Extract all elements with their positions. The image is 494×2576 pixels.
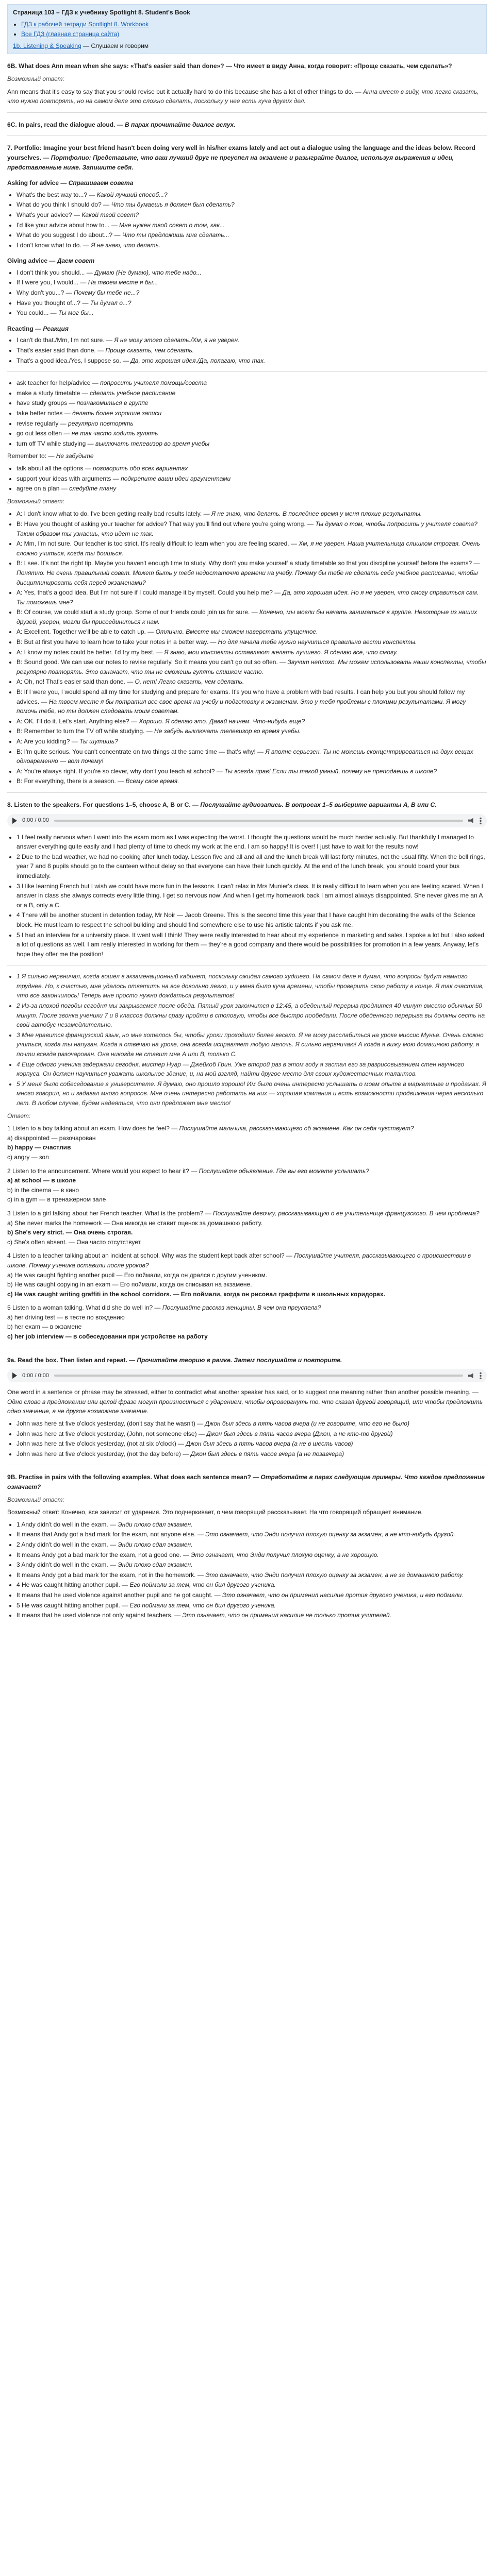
idea-en: revise regularly — [17, 419, 59, 427]
breadcrumb-text: — Слушаем и говорим — [83, 42, 149, 49]
line-ru: — Конечно, мы могли бы начать заниматься в группе. Некоторые из наших друзей, уверен, могли бы присоединиться к нам. — [17, 608, 477, 625]
related-link-item — [21, 20, 481, 29]
dialogue-line — [17, 648, 487, 657]
question-text: 2 Listen to the announcement. Where would you expect to hear it? — [7, 1167, 189, 1175]
item-ru: — Энди плохо сдал экзамен. — [110, 1520, 193, 1528]
remember-list — [17, 464, 487, 494]
list-item — [17, 1520, 487, 1530]
remember-ru: — поговорить обо всех вариантах — [85, 464, 188, 472]
phrase-ru: — Я не могу этого сделать./Хм, я не уверен. — [106, 336, 240, 344]
item-ru: — Это означает, что Энди получил плохую оценку за экзамен, а не кто-нибудь другой. — [197, 1531, 455, 1538]
phrase-en: Have you thought of...? — [17, 299, 81, 307]
volume-icon[interactable] — [468, 1373, 474, 1378]
answer-label: Ответ: — [7, 1112, 31, 1120]
task-9b-heading — [7, 1472, 487, 1492]
phrase-ru: — Что ты предложишь мне сделать... — [114, 231, 229, 239]
task-6b-answer-en: Ann means that it's easy to say that you should revise but it actually hard to do this because she has a lot of other things to do. — [7, 88, 354, 95]
dialogue-line — [17, 747, 487, 766]
line-ru: — Понятно. Не очень правильный совет. Может быть у тебя недостаточно времени на учебу. Почему бы тебе не сделать себе учебное расписание, чтобы дисциплинировать себя перед экзаменами? — [17, 560, 480, 586]
phrase-ru: — Думаю (Не думаю), что тебе надо... — [86, 268, 202, 276]
audio-time: 0:00 / 0:00 — [22, 1372, 49, 1379]
giving-title-en: Giving advice — [7, 257, 48, 265]
line-ru: — Хорошо. Я сделаю это. Давай начнем. Что-нибудь еще? — [131, 717, 305, 725]
line-ru: — Я не знаю, что делать. В последнее время у меня плохие результаты. — [203, 510, 422, 518]
transcript-item: • 4 There will be another student in detention today, Mr Noir — Jacob Greene. This is the second time this year that I have caught him decorating the walls of the Science block. He must learn to respect the school building and should find somewhere else to use his artistic talents if you ask me. — [17, 910, 487, 929]
task-7-heading-ru: — Портфолио: Представьте, что ваш лучший друг не преуспел на экзамене и разыграйте диалог, используя выражения и идеи, представленные ниже. Запишите себя. — [7, 154, 454, 171]
example-en: John was here at five o'clock yesterday, (John, not someone else) — [17, 1430, 197, 1437]
play-icon[interactable] — [12, 818, 17, 824]
line-en: B: I see. It's not the right tip. Maybe you haven't enough time to study. Why don't you make yourself a study timetable so that you discipline yourself before the exams? — [17, 560, 472, 567]
list-item — [17, 398, 487, 408]
question-text: 3 Listen to a girl talking about her French teacher. What is the problem? — [7, 1209, 204, 1217]
stress-examples — [17, 1419, 487, 1459]
task-9b-intro: Возможный ответ: Конечно, все зависит от ударения. Это подчеркивает, о чем говорящий рассказывает. На что говорящий обращает внимание. — [7, 1509, 423, 1516]
list-item — [17, 409, 487, 418]
phrase-ru: — Ты думал о...? — [82, 299, 131, 307]
task-9a-heading — [7, 1355, 487, 1365]
item-en: 2 Andy didn't do well in the exam. — [17, 1540, 108, 1548]
item-en: 3 Andy didn't do well in the exam. — [17, 1561, 108, 1569]
giving-list — [17, 268, 487, 318]
reacting-list — [17, 335, 487, 365]
dialogue-line — [17, 519, 487, 538]
option: b) in the cinema — в кино — [7, 1186, 79, 1194]
line-en: B: Of course, we could start a study group. Some of our friends could join us for sure. — [17, 608, 250, 616]
page-title: Страница 103 – ГДЗ к учебнику Spotlight 8. Student's Book — [13, 9, 190, 16]
item-en: It means Andy got a bad mark for the exam, not in the homework. — [17, 1571, 196, 1579]
question — [7, 1251, 487, 1299]
list-item — [17, 474, 487, 484]
list-item — [17, 210, 487, 220]
item-en: It means Andy got a bad mark for the exam, not a good one. — [17, 1551, 182, 1558]
dialogue-list — [17, 509, 487, 786]
list-item — [17, 268, 487, 278]
dialogue-line — [17, 677, 487, 687]
list-item — [17, 1439, 487, 1449]
transcript-item: • 3 I like learning French but I wish we could have more fun in the lessons. I can't relax in Mrs Munier's class. It is really difficult to learn when you are feeling scared. When I answer in class she always corrects every little thing. I get so nervous now! And when I get my homework back I am almost always disappointed. She never gives me an A or a B, only a C. — [17, 882, 487, 910]
dialogue-line — [17, 637, 487, 647]
line-en: B: Have you thought of asking your teacher for advice? That way you'll find out where you're going wrong. — [17, 520, 306, 528]
idea-ru: — делать более хорошие записи — [64, 410, 162, 417]
option: b) He was caught copying in an exam — Его поймали, когда он списывал на экзамене. — [7, 1281, 252, 1289]
workbook-link[interactable]: ГДЗ к рабочей тетради Spotlight 8. Workbook — [21, 20, 149, 28]
option: c) in a gym — в тренажерном зале — [7, 1196, 106, 1204]
dialogue-line — [17, 627, 487, 637]
line-ru: — Звучит неплохо. Мы можем использовать наши конспекты, чтобы регулярно повторять. Это означает, что ты не сможешь гулять слишком часто. — [17, 658, 486, 675]
list-item — [17, 298, 487, 308]
more-options-icon[interactable] — [480, 1372, 482, 1379]
option-correct: b) She's very strict. — Она очень строгая. — [7, 1229, 133, 1236]
task-9a-heading-en: 9a. Read the box. Then listen and repeat. — [7, 1356, 127, 1364]
list-item — [17, 1570, 487, 1580]
task-6c-heading-en: 6C. In pairs, read the dialogue aloud. — [7, 121, 116, 128]
transcript-item: • 2 Due to the bad weather, we had no cooking after lunch today. Lesson five and all and all and the lunch break will last forty minutes, not the usual fifty. When the bell rings, year 7 and 8 pupils should go to the canteen without delay so that everyone can have their lunch quickly. At the end of the lunch break, you should board your bus immediately. — [17, 852, 487, 881]
question — [7, 1303, 487, 1341]
line-en: B: Remember to turn the TV off while studying. — [17, 727, 145, 735]
list-item — [17, 1611, 487, 1620]
idea-ru: — попросить учителя помощь/совета — [92, 379, 207, 387]
divider — [7, 135, 487, 136]
audio-player[interactable] — [7, 814, 487, 827]
translation-item: • 4 Еще одного ученика задержали сегодня, мистер Нуар — Джейкоб Грин. Уже второй раз в этом году я застал его за разрисовыванием стен научного корпуса. Он должен научиться уважать школьное здание, и, на мой взгляд, найти другое место для своих художественных талантов. — [17, 1060, 487, 1079]
reacting-title — [7, 324, 487, 334]
phrase-en: I don't think you should... — [17, 268, 85, 276]
translation-item: • 5 У меня было собеседование в университете. Я думаю, оно прошло хорошо! Им было очень интересно услышать о моем опыте в маркетинге и продажах. Я много говорил, но и задавал много вопросов. Мне очень интересно работать на них — хорошая компания и есть возможности продвижения через несколько лет. В любом случае, будем надеяться, что они предложат мне место! — [17, 1079, 487, 1108]
item-en: 5 He was caught hitting another pupil. — [17, 1601, 120, 1609]
idea-en: ask teacher for help/advice — [17, 379, 91, 387]
item-ru: — Его поймали за тем, что он бил другого ученика. — [122, 1601, 276, 1609]
line-en: A: Excellent. Together we'll be able to catch up. — [17, 628, 146, 636]
line-ru: — Ты шутишь? — [71, 738, 118, 745]
asking-title — [7, 178, 487, 188]
idea-en: take better notes — [17, 410, 63, 417]
idea-en: have study groups — [17, 399, 68, 407]
phrase-ru: — Мне нужен твой совет о том, как... — [111, 221, 225, 229]
dialogue-line — [17, 607, 487, 626]
audio-player[interactable] — [7, 1369, 487, 1382]
list-item — [17, 346, 487, 355]
item-ru: — Это означает, что Энди получил плохую оценку, а не хорошую. — [183, 1551, 379, 1558]
list-item — [17, 308, 487, 318]
line-en: A: Yes, that's a good idea. But I'm not sure if I could manage it by myself. Could you help me? — [17, 589, 273, 597]
line-ru: — Всему свое время. — [118, 777, 179, 785]
dialogue-line — [17, 558, 487, 587]
dialogue-line — [17, 767, 487, 776]
item-ru: — Это означает, что Энди получил плохую оценку за экзамен, а не за домашнюю работу. — [197, 1571, 464, 1579]
divider — [7, 112, 487, 113]
phrase-ru: — Ты мог бы... — [50, 309, 94, 317]
phrase-en: If I were you, I would... — [17, 279, 79, 286]
remember-ru: — следуйте плану — [61, 485, 117, 493]
translation-item: • 3 Мне нравится французский язык, но мне хотелось бы, чтобы уроки проходили более весело. Я не могу расслабиться на уроке миссис Мунье. Очень сложно учиться, когда ты напуган. Когда я отвечаю на уроке, она всегда исправляет любую мелочь. Я сильно нервничаю! А когда я вижу мою домашнюю работу, я почти всегда разочарован. Она никогда не ставит мне А или В, только С. — [17, 1030, 487, 1059]
reacting-title-en: Reacting — [7, 325, 34, 332]
transcript-item: • 5 I had an interview for a university place. It went well I think! They were really interested to hear about my experience in marketing and sales. I spoke a lot but I also asked a lot of questions as well. I am really interested in working for them — they're a good company and there would be possibilities for promotion in a few years. Anyway, let's hope they offer me the position! — [17, 930, 487, 959]
list-item — [17, 1530, 487, 1539]
play-icon[interactable] — [12, 1372, 17, 1379]
remember-ru: — подкрепите ваши идеи аргументами — [112, 474, 231, 482]
line-ru: — Хм, я не уверен. Наша учительница слишком строгая. Очень сложно учиться, когда ты боишься. — [17, 540, 480, 557]
questions-block — [7, 1124, 487, 1341]
example-en: John was here at five o'clock yesterday, (don't say that he wasn't) — [17, 1420, 195, 1428]
dialogue-line — [17, 657, 487, 676]
line-en: A: Oh, no! That's easier said than done. — [17, 678, 125, 686]
idea-ru: — выключать телевизор во время учебы — [87, 439, 210, 447]
reacting-title-ru: — Реакция — [35, 325, 69, 332]
phrase-ru: — Я не знаю, что делать. — [83, 241, 161, 249]
option: b) her exam — в экзамене — [7, 1323, 82, 1331]
item-ru: — Это означает, что он применил насилие против другого ученика, и его поймали. — [214, 1591, 464, 1599]
option: a) She never marks the homework — Она никогда не ставит оценок за домашнюю работу. — [7, 1219, 262, 1227]
item-en: It means that he used violence against another pupil and he got caught. — [17, 1591, 213, 1599]
line-en: A: I know my notes could be better. I'd try my best. — [17, 648, 155, 656]
line-en: A: You're always right. If you're so clever, why don't you teach at school? — [17, 767, 215, 775]
question — [7, 1124, 487, 1162]
question — [7, 1209, 487, 1247]
list-item — [17, 278, 487, 287]
dialogue-line — [17, 509, 487, 519]
question-text: 4 Listen to a teacher talking about an incident at school. Why was the student kept back after school? — [7, 1252, 285, 1260]
task-8-heading-ru: — Послушайте аудиозапись. В вопросах 1–5 выберите варианты А, В или С. — [192, 801, 437, 808]
list-item — [17, 1419, 487, 1429]
phrase-ru: — Почему бы тебе не...? — [65, 289, 140, 297]
question-text-ru: — Послушайте мальчика, рассказывающего об экзамене. Как он себя чувствует? — [171, 1125, 414, 1132]
list-item — [17, 1590, 487, 1600]
list-item — [17, 439, 487, 449]
phrase-en: You could... — [17, 309, 49, 317]
line-en: A: Are you kidding? — [17, 738, 70, 745]
phrase-en: Why don't you...? — [17, 289, 64, 297]
dialogue-line — [17, 687, 487, 716]
phrase-ru: — Проще сказать, чем сделать. — [97, 347, 194, 354]
option: a) disappointed — разочарован — [7, 1134, 96, 1142]
task-6c-heading-ru: — В парах прочитайте диалог вслух. — [117, 121, 236, 128]
line-ru: — Не забудь выключать телевизор во время учебы. — [146, 727, 301, 735]
task-7-heading-en: 7. Portfolio: Imagine your best friend hasn't been doing very well in his/her exams lately and act out a dialogue using the language and the ideas below. Record yourselves. — [7, 144, 475, 161]
remember-en: agree on a plan — [17, 485, 60, 493]
phrase-ru: — Какой твой совет? — [74, 211, 139, 218]
option: c) She's often absent. — Она часто отсутствует. — [7, 1238, 142, 1246]
list-item — [17, 429, 487, 438]
breadcrumb — [13, 41, 481, 51]
more-options-icon[interactable] — [480, 817, 482, 824]
idea-en: go out less often — [17, 430, 62, 437]
transcript-item: • 1 I feel really nervous when I went into the exam room as I was expecting the worst. I thought the questions would be much harder actually. But thankfully I managed to answer everything quite easily and I had plenty of time to check my work at the end. I am so happy! It is over! I just have to wait for the results now! — [17, 833, 487, 852]
item-en: 4 He was caught hitting another pupil. — [17, 1581, 120, 1589]
item-ru: — Это означает, что он применил насилие не только против учителей. — [174, 1612, 392, 1619]
option: c) angry — зол — [7, 1153, 49, 1161]
list-item — [17, 1429, 487, 1439]
phrase-ru: — Что ты думаешь я должен был сделать? — [103, 201, 235, 209]
transcript-list — [17, 833, 487, 959]
volume-icon[interactable] — [468, 818, 474, 823]
related-links — [21, 20, 481, 39]
item-ru: — Энди плохо сдал экзамен. — [110, 1540, 193, 1548]
ideas-list — [17, 378, 487, 448]
remember-label-ru: — Не забудьте — [48, 452, 94, 460]
remember-en: support your ideas with arguments — [17, 474, 111, 482]
item-ru: — Его поймали за тем, что он бил другого ученика. — [122, 1581, 276, 1589]
phrase-en: That's a good idea./Yes, I suppose so. — [17, 357, 121, 364]
line-ru: — Да, это хорошая идея. Но я не уверен, что смогу справиться сам. Ты поможешь мне? — [17, 589, 479, 606]
list-item — [17, 484, 487, 494]
line-ru: — Ты всегда прав! Если ты такой умный, почему не преподаешь в школе? — [216, 767, 437, 775]
list-item — [17, 221, 487, 230]
task-9a-intro-en: One word in a sentence or phrase may be stressed, either to contradict what another speaker has said, or to suggest one meaning rather than another possible meaning. — [7, 1388, 471, 1396]
phrase-en: What do you think I should do? — [17, 201, 102, 209]
idea-en: make a study timetable — [17, 389, 80, 397]
list-item — [17, 1540, 487, 1550]
asking-list — [17, 190, 487, 250]
task-6b-answer — [7, 87, 487, 106]
question-text-ru: — Послушайте девочку, рассказывающую о ее учительнице французского. В чем проблема? — [205, 1209, 480, 1217]
dialogue-line — [17, 717, 487, 726]
asking-title-ru: — Спрашиваем совета — [60, 179, 134, 187]
line-ru: — Ты думал о том, чтобы попросить у учителя совета? Таким образом ты узнаешь, что идет не так. — [17, 520, 477, 537]
breadcrumb-link[interactable]: 1b. Listening & Speaking — [13, 42, 81, 49]
question-text-ru: — Послушайте объявление. Где вы его можете услышать? — [191, 1167, 369, 1175]
item-en: It means that Andy got a bad mark for the exam, not anyone else. — [17, 1531, 196, 1538]
item-ru: — Энди плохо сдал экзамен. — [110, 1561, 193, 1569]
dialogue-line — [17, 737, 487, 747]
remember-label-en: Remember to: — [7, 452, 47, 460]
phrase-ru: — Какой лучший способ...? — [89, 191, 168, 198]
task-9a-intro — [7, 1387, 487, 1416]
line-ru: — На твоем месте я бы потратил все свое время на учебу и подготовку к экзаменам. Это у тебя проблемы с плохими результатами. Я могу помочь тебе, но ты должен следовать моим советам. — [17, 698, 466, 715]
dialogue-line — [17, 726, 487, 736]
asking-title-en: Asking for advice — [7, 179, 59, 187]
phrase-en: What do you suggest I do about...? — [17, 231, 113, 239]
phrase-ru: — Да, это хорошая идея./Да, полагаю, что так. — [123, 357, 266, 364]
phrase-en: That's easier said than done. — [17, 347, 96, 354]
line-ru: — Отлично. Вместе мы сможем наверстать упущенное. — [147, 628, 318, 636]
option-correct: c) her job interview — в собеседовании при устройстве на работу — [7, 1333, 208, 1341]
option-correct: c) He was caught writing graffiti in the school corridors. — Его поймали, когда он рисовал граффити в школьных коридорах. — [7, 1290, 385, 1298]
example-ru: — Джон был здесь в пять часов вчера (а не позавчера) — [183, 1450, 344, 1458]
line-en: B: I'm quite serious. You can't concentrate on two things at the same time — that's why! — [17, 748, 256, 755]
header-box — [7, 4, 487, 54]
question-text-ru: — Послушайте рассказ женщины. В чем она преуспела? — [154, 1304, 321, 1312]
task-9b-heading-ru: — Отработайте в парах следующие примеры. Что каждое предложение означает? — [7, 1473, 485, 1490]
remember-label — [7, 451, 487, 461]
option-correct: b) happy — счастлив — [7, 1144, 71, 1151]
list-item — [17, 1560, 487, 1570]
list-item — [17, 335, 487, 345]
related-link-item — [21, 29, 481, 39]
line-ru: — О, нет! Легко сказать, чем сделать. — [127, 678, 244, 686]
list-item — [17, 288, 487, 298]
idea-en: turn off TV while studying — [17, 439, 86, 447]
phrase-en: What's your advice? — [17, 211, 72, 218]
answer-label: Возможный ответ: — [7, 497, 64, 505]
item-en: It means that he used violence not only against teachers. — [17, 1612, 173, 1619]
giving-title — [7, 256, 487, 266]
line-ru: — Я вполне серьезен. Ты не можешь сконцентрироваться на двух вещах одновременно — вот почему! — [17, 748, 473, 765]
list-item — [17, 200, 487, 210]
example-en: John was here at five o'clock yesterday, (not the day before) — [17, 1450, 181, 1458]
line-en: B: Sound good. We can use our notes to revise regularly. So it means you can't go out so often. — [17, 658, 278, 666]
question — [7, 1166, 487, 1205]
list-item — [17, 230, 487, 240]
task-9b-heading-en: 9B. Practise in pairs with the following examples. What does each sentence mean? — [7, 1473, 251, 1481]
line-en: B: For everything, there is a season. — [17, 777, 116, 785]
task-9b-list — [17, 1520, 487, 1620]
line-en: B: But at first you have to learn how to take your notes in a better way. — [17, 638, 208, 646]
question-text: 5 Listen to a woman talking. What did she do well in? — [7, 1304, 153, 1312]
audio-time: 0:00 / 0:00 — [22, 817, 49, 824]
item-en: 1 Andy didn't do well in the exam. — [17, 1520, 108, 1528]
task-9a-heading-ru: — Прочитайте теорию в рамке. Затем послушайте и повторите. — [129, 1356, 342, 1364]
example-ru: — Джон был здесь в пять часов вчера (а не в шесть часов) — [178, 1440, 353, 1448]
line-ru: — Но для начала тебе нужно научиться правильно вести конспекты. — [210, 638, 417, 646]
example-ru: — Джон был здесь в пять часов вчера (Джон, а не кто-то другой) — [198, 1430, 393, 1437]
idea-ru: — познакомиться в группе — [69, 399, 149, 407]
transcript-translation-list — [17, 972, 487, 1108]
question-text: 1 Listen to a boy talking about an exam. How does he feel? — [7, 1125, 170, 1132]
translation-item: • 2 Из-за плохой погоды сегодня мы закрываемся после обеда. Пятый урок закончится в 12:45, а обеденный перерыв продлится 40 минут вместо обычных 50 минут. После звонка ученики 7 и 8 классов должны сразу пройти в столовую, чтобы все быстро пообедали. После обеденного перерыва вы должны сесть на свой автобус незамедлительно. — [17, 1001, 487, 1030]
remember-en: talk about all the options — [17, 464, 84, 472]
answer-label: Возможный ответ: — [7, 75, 64, 82]
dialogue-line — [17, 588, 487, 607]
task-6b-heading: 6B. What does Ann mean when she says: «That's easier said than done»? — Что имеет в виду Анна, когда говорит: «Проще сказать, чем сделать»? — [7, 62, 452, 70]
task-6c-heading — [7, 120, 487, 130]
idea-ru: — сделать учебное расписание — [81, 389, 176, 397]
list-item — [17, 464, 487, 473]
line-en: A: Mm, I'm not sure. Our teacher is too strict. It's really difficult to learn when you are feeling scared. — [17, 540, 289, 548]
idea-ru: — регулярно повторять — [60, 419, 134, 427]
list-item — [17, 378, 487, 388]
task-8-heading — [7, 800, 487, 810]
task-7-heading — [7, 143, 487, 172]
divider — [7, 371, 487, 372]
phrase-ru: — На твоем месте я бы... — [80, 279, 158, 286]
all-gdz-link[interactable]: Все ГДЗ (главная страница сайта) — [21, 30, 120, 38]
example-en: John was here at five o'clock yesterday, (not at six o'clock) — [17, 1440, 176, 1448]
translation-item: • 1 Я сильно нервничал, когда вошел в экзаменационный кабинет, поскольку ожидал самого худшего. На самом деле я думал, что вопросы будут намного труднее. Но, к счастью, мне удалось ответить на все довольно легко, и у меня было куча времени, чтобы проверить свою работу в конце. Я так счастлив, что все закончилось! Теперь мне просто нужно дождаться результатов! — [17, 972, 487, 1001]
list-item — [17, 1550, 487, 1560]
audio-progress-bar[interactable] — [54, 820, 463, 822]
option-correct: a) at school — в школе — [7, 1177, 76, 1184]
line-ru: — Я знаю, мои конспекты оставляют желать лучшего. Я сделаю все, что смогу. — [156, 648, 398, 656]
phrase-en: I don't know what to do. — [17, 241, 81, 249]
list-item — [17, 1601, 487, 1611]
list-item — [17, 190, 487, 200]
line-en: A: OK. I'll do it. Let's start. Anything else? — [17, 717, 129, 725]
option: a) her driving test — в тесте по вождению — [7, 1313, 125, 1321]
line-en: B: If I were you, I would spend all my time for studying and prepare for exams. It's you who have a problem with bad results. I can help you but you should follow my advices. — [17, 688, 465, 705]
list-item — [17, 1580, 487, 1590]
list-item — [17, 241, 487, 250]
option: a) He was caught fighting another pupil — Его поймали, когда он дрался с другим учеником. — [7, 1271, 268, 1279]
list-item — [17, 388, 487, 398]
divider — [7, 792, 487, 793]
list-item — [17, 356, 487, 366]
phrase-en: What's the best way to...? — [17, 191, 88, 198]
task-8-heading-en: 8. Listen to the speakers. For questions 1–5, choose A, B or C. — [7, 801, 191, 808]
dialogue-line — [17, 776, 487, 786]
list-item — [17, 419, 487, 429]
audio-progress-bar[interactable] — [54, 1375, 463, 1377]
dialogue-line — [17, 539, 487, 558]
list-item — [17, 1449, 487, 1459]
idea-ru: — не так часто ходить гулять — [63, 430, 158, 437]
task-9a-intro-ru: — Одно слово в предложении или целой фразе могут произноситься с ударением, чтобы опровергнуть то, что сказал другой говорящий, или чтобы предложить одно значение, а не другое возможное значение. — [7, 1388, 483, 1415]
giving-title-ru: — Даем совет — [49, 257, 95, 265]
task-6b-answer-ru: — Анна имеет в виду, что легко сказать, что нужно повторять, но на самом деле это сложно сделать, поскольку у нее есть куча других дел. — [7, 88, 479, 105]
phrase-en: I can't do that./Mm, I'm not sure. — [17, 336, 105, 344]
example-ru: — Джон был здесь в пять часов вчера (и не говорите, что его не было) — [197, 1420, 409, 1428]
phrase-en: I'd like your advice about how to... — [17, 221, 110, 229]
question-text-ru: — Послушайте учителя, рассказывающего о происшествии в школе. Почему ученика оставили после уроков? — [7, 1252, 471, 1269]
answer-label: Возможный ответ: — [7, 1496, 64, 1503]
line-en: A: I don't know what to do. I've been getting really bad results lately. — [17, 510, 202, 518]
